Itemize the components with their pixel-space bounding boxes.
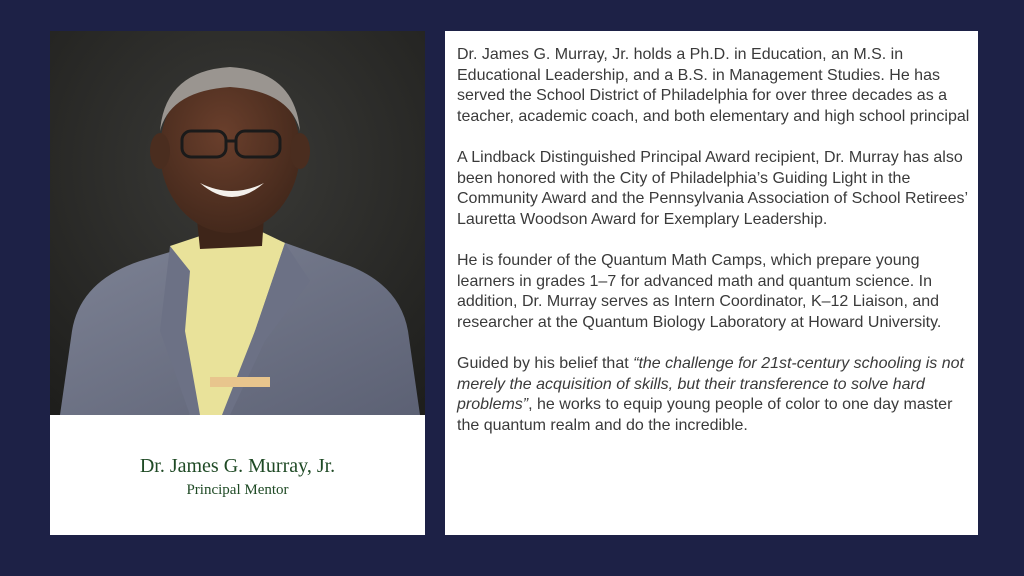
bio-p4-outro: , he works to equip young people of color to one day master the quantum realm and do the incredible. [457, 396, 953, 434]
profile-card [50, 31, 425, 535]
bio-paragraph-3: He is founder of the Quantum Math Camps, which prepare young learners in grades 1–7 for advanced math and quantum science. In addition, Dr. Murray serves as Intern Coordinator, K–12 Liaison, and researcher at the Quantum Biology Laboratory at Howard University. [457, 251, 942, 331]
bio-quote: “the challenge for 21st-century schooling is not merely the acquisition of skills, but their transference to solve hard problems” [457, 354, 964, 414]
bio-paragraph-1: Dr. James G. Murray, Jr. holds a Ph.D. in Education, an M.S. in Educational Leadership, and a B.S. in Management Studies. He has served the School District of Philadelphia for over three decades as a teacher, academic coach, and both elementary and high school principal [457, 46, 970, 125]
portrait-illustration [50, 31, 425, 415]
bio-paragraph-4 [457, 354, 972, 436]
profile-name: Dr. James G. Murray, Jr. [139, 455, 336, 477]
bio-text [457, 45, 972, 457]
bio-card [445, 31, 978, 535]
portrait-photo [50, 31, 425, 415]
bio-paragraph-2: A Lindback Distinguished Principal Award recipient, Dr. Murray has also been honored with the City of Philadelphia’s Guiding Light in the Community Award and the Pennsylvania Association of School Retirees’ Lauretta Woodson Award for Exemplary Leadership. [457, 148, 968, 228]
profile-role: Principal Mentor [186, 482, 289, 498]
profile-caption [50, 415, 425, 535]
bio-p4-intro: Guided by his belief that [457, 354, 634, 372]
